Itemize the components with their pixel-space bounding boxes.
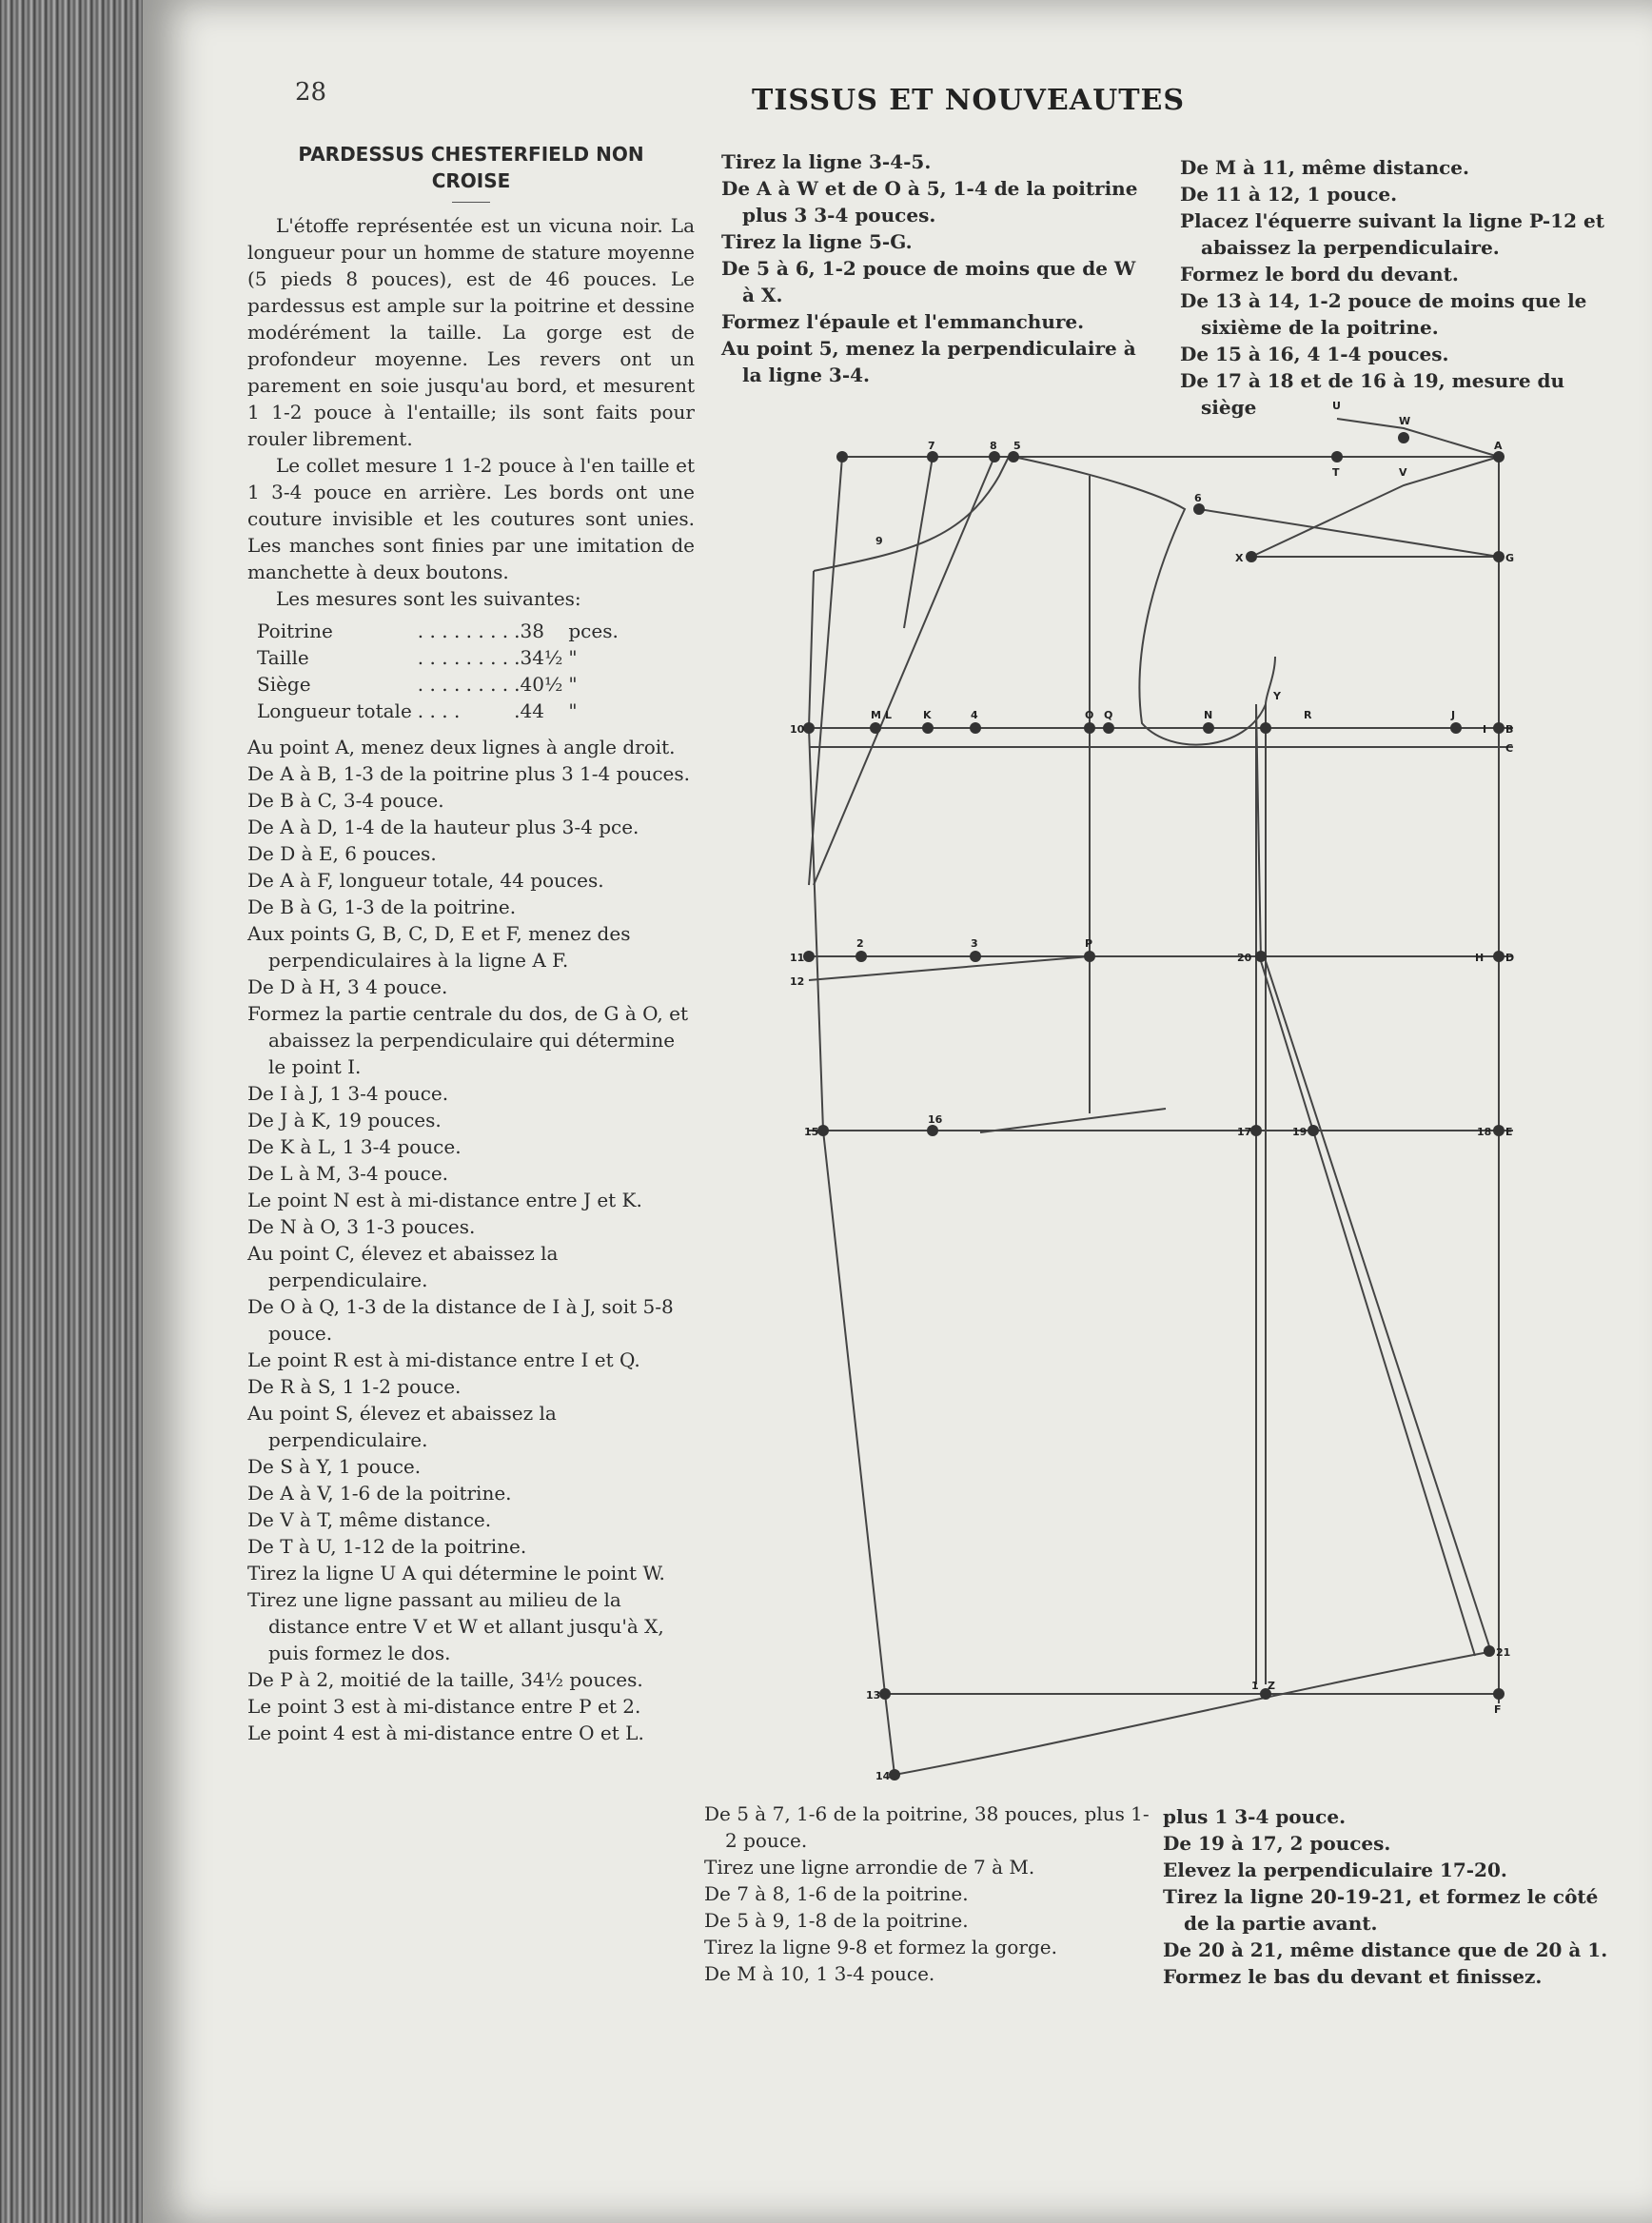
instruction-step: De 19 à 17, 2 pouces. <box>1163 1832 1391 1855</box>
measure-label: Taille <box>257 646 309 669</box>
diagram-label: 10 <box>790 723 805 736</box>
diagram-label: 16 <box>928 1113 943 1126</box>
diagram-label: 15 <box>804 1126 819 1138</box>
diagram-label: C <box>1505 742 1514 755</box>
bottom-right-column <box>1163 1803 1610 1990</box>
instruction-step: De M à 11, même distance. <box>1180 156 1469 179</box>
diagram-label: W <box>1399 415 1411 427</box>
diagram-label: 3 <box>971 937 978 950</box>
measure-dots: . . . . <box>417 699 461 722</box>
diagram-label: 4 <box>971 709 978 721</box>
measure-dots: . . . . . . . . <box>417 673 509 696</box>
instruction-step: Elevez la perpendiculaire 17-20. <box>1163 1859 1507 1881</box>
instruction-step: Tirez une ligne passant au milieu de la distance entre V et W et allant jusqu'à X, puis formez le dos. <box>247 1588 664 1664</box>
measures-table <box>257 618 624 724</box>
diagram-label: I <box>1483 723 1487 736</box>
instruction-step: De B à G, 1-3 de la poitrine. <box>247 895 517 918</box>
diagram-label: 11 <box>790 952 805 964</box>
diagram-label: P <box>1085 937 1093 950</box>
instruction-step: De P à 2, moitié de la taille, 34½ pouces. <box>247 1668 643 1691</box>
measure-value: .38 <box>514 620 544 642</box>
diagram-label: Z <box>1268 1680 1275 1692</box>
title-rule <box>452 202 490 203</box>
instruction-step: De O à Q, 1-3 de la distance de I à J, soit 5-8 pouce. <box>247 1295 674 1345</box>
page-number: 28 <box>295 78 327 107</box>
diagram-label: 20 <box>1237 952 1252 964</box>
diagram-label: 6 <box>1194 492 1202 504</box>
diagram-label: 14 <box>875 1770 891 1782</box>
diagram-label: O <box>1085 709 1094 721</box>
instruction-step: Aux points G, B, C, D, E et F, menez des perpendiculaires à la ligne A F. <box>247 922 631 972</box>
diagram-label: X <box>1235 552 1244 564</box>
diagram-label: N <box>1204 709 1213 721</box>
measure-label: Poitrine <box>257 620 333 642</box>
steps-list-right <box>1180 154 1613 421</box>
instruction-step: De K à L, 1 3-4 pouce. <box>247 1135 462 1158</box>
instruction-step: De 17 à 18 et de 16 à 19, mesure du siège <box>1180 369 1565 419</box>
measure-unit: " <box>568 646 578 669</box>
instruction-step: Formez le bas du devant et finissez. <box>1163 1965 1543 1988</box>
diagram-label: M <box>871 709 881 721</box>
instruction-step: De A à D, 1-4 de la hauteur plus 3-4 pce. <box>247 816 639 838</box>
measure-dots: . . . . . . . . <box>417 620 509 642</box>
table-row <box>257 644 624 671</box>
instruction-step: Le point N est à mi-distance entre J et K. <box>247 1189 642 1211</box>
intro-paragraph: L'étoffe représentée est un vicuna noir. La longueur pour un homme de stature moyenne (5 pieds 8 pouces), est de 46 pouces. Le pardessus est ample sur la poitrine et dessine modérément la taille. La gorge est de profondeur moyenne. Les revers ont un parement en soie jusqu'au bord, et mesurent 1 1-2 pouce à l'entaille; ils sont faits pour rouler librement. <box>247 214 695 450</box>
diagram-label: 19 <box>1292 1126 1308 1138</box>
diagram-label: F <box>1494 1703 1502 1716</box>
diagram-label: 13 <box>866 1689 881 1702</box>
instruction-step: Au point A, menez deux lignes à angle droit. <box>247 736 676 758</box>
diagram-label: 1 <box>1251 1680 1259 1692</box>
instruction-step: De B à C, 3-4 pouce. <box>247 789 444 812</box>
instruction-step: Le point R est à mi-distance entre I et Q. <box>247 1348 640 1371</box>
diagram-label: U <box>1332 400 1341 412</box>
instruction-step: De N à O, 3 1-3 pouces. <box>247 1215 476 1238</box>
diagram-label: A <box>1494 440 1503 452</box>
measure-value: .44 <box>514 699 544 722</box>
measure-label: Siège <box>257 673 311 696</box>
diagram-label: D <box>1505 952 1515 964</box>
instruction-step: Au point 5, menez la perpendiculaire à la ligne 3-4. <box>721 337 1136 386</box>
instruction-step: De 5 à 9, 1-8 de la poitrine. <box>704 1909 969 1932</box>
instruction-step: Tirez la ligne U A qui détermine le point W. <box>247 1562 665 1584</box>
instruction-step: De 7 à 8, 1-6 de la poitrine. <box>704 1882 969 1905</box>
instruction-step: Au point C, élevez et abaissez la perpendiculaire. <box>247 1242 559 1291</box>
diagram-label: 9 <box>875 535 883 547</box>
instruction-step: Formez le bord du devant. <box>1180 263 1459 285</box>
instruction-step: Le point 3 est à mi-distance entre P et 2. <box>247 1695 641 1718</box>
steps-list-bottom-right <box>1163 1803 1610 1990</box>
instruction-step: De A à B, 1-3 de la poitrine plus 3 1-4 pouces. <box>247 762 690 785</box>
measure-unit: " <box>568 673 578 696</box>
instruction-step: Formez la partie centrale du dos, de G à O, et abaissez la perpendiculaire qui détermine le point I. <box>247 1002 688 1078</box>
instruction-step: De 15 à 16, 4 1-4 pouces. <box>1180 343 1449 365</box>
instruction-step: De 11 à 12, 1 pouce. <box>1180 183 1398 206</box>
diagram-labels <box>790 400 1514 1782</box>
instruction-step: Au point S, élevez et abaissez la perpendiculaire. <box>247 1402 557 1451</box>
diagram-label: L <box>885 709 893 721</box>
diagram-lines <box>809 419 1513 1775</box>
instruction-step: Tirez la ligne 3-4-5. <box>721 150 932 173</box>
diagram-points <box>803 432 1504 1780</box>
diagram-label: 18 <box>1477 1126 1492 1138</box>
measure-value: .40½ <box>514 673 563 696</box>
section-title-line: PARDESSUS CHESTERFIELD NON <box>298 143 644 166</box>
diagram-label: R <box>1304 709 1312 721</box>
instruction-step: De D à H, 3 4 pouce. <box>247 975 448 998</box>
diagram-label: B <box>1505 723 1514 736</box>
instruction-step: plus 1 3-4 pouce. <box>1163 1805 1347 1828</box>
diagram-label: 2 <box>856 937 864 950</box>
diagram-label: K <box>923 709 932 721</box>
running-title: TISSUS ET NOUVEAUTES <box>752 84 1186 117</box>
instruction-step: De D à E, 6 pouces. <box>247 842 437 865</box>
instruction-step: Tirez une ligne arrondie de 7 à M. <box>704 1856 1035 1879</box>
bottom-middle-column <box>704 1800 1161 1987</box>
diagram-label: H <box>1475 952 1485 964</box>
instruction-step: De A à W et de O à 5, 1-4 de la poitrine plus 3 3-4 pouces. <box>721 177 1138 226</box>
section-title <box>262 141 680 194</box>
instruction-step: De T à U, 1-12 de la poitrine. <box>247 1535 527 1558</box>
instruction-step: Le point 4 est à mi-distance entre O et L. <box>247 1721 644 1744</box>
intro-paragraph: Le collet mesure 1 1-2 pouce à l'en taille et 1 3-4 pouce en arrière. Les bords ont une couture invisible et les coutures sont unies. Les manches sont finies par une imitation de manchette à deux boutons. <box>247 454 695 583</box>
diagram-label: 21 <box>1496 1646 1511 1659</box>
diagram-label: 12 <box>790 975 805 988</box>
instruction-step: De A à F, longueur totale, 44 pouces. <box>247 869 604 892</box>
diagram-label: V <box>1399 466 1407 479</box>
section-title-line: CROISE <box>431 169 511 192</box>
instruction-step: De I à J, 1 3-4 pouce. <box>247 1082 449 1105</box>
diagram-label: J <box>1451 709 1456 721</box>
instruction-step: De L à M, 3-4 pouce. <box>247 1162 449 1185</box>
left-column <box>247 141 695 1746</box>
steps-list-bottom-middle <box>704 1800 1161 1987</box>
diagram-label: 5 <box>1013 440 1021 452</box>
book-page-edges <box>0 0 152 2223</box>
measure-unit: pces. <box>568 620 619 642</box>
table-row <box>257 698 624 724</box>
steps-list-middle <box>721 148 1150 388</box>
instruction-step: De 13 à 14, 1-2 pouce de moins que le sixième de la poitrine. <box>1180 289 1587 339</box>
instruction-step: Formez l'épaule et l'emmanchure. <box>721 310 1085 333</box>
measure-dots: . . . . . . . . <box>417 646 509 669</box>
table-row <box>257 618 624 644</box>
diagram-label: E <box>1505 1126 1513 1138</box>
instruction-step: Placez l'équerre suivant la ligne P-12 et abaissez la perpendiculaire. <box>1180 209 1604 259</box>
diagram-label: 8 <box>990 440 997 452</box>
table-row <box>257 671 624 698</box>
instruction-step: Tirez la ligne 9-8 et formez la gorge. <box>704 1936 1057 1958</box>
right-column <box>1180 154 1613 421</box>
instruction-step: De 20 à 21, même distance que de 20 à 1. <box>1163 1938 1608 1961</box>
diagram-label: 7 <box>928 440 935 452</box>
instruction-step: De R à S, 1 1-2 pouce. <box>247 1375 462 1398</box>
measure-unit: " <box>568 699 578 722</box>
intro-paragraph: Les mesures sont les suivantes: <box>276 587 581 610</box>
steps-list-left <box>247 734 695 1746</box>
instruction-step: De M à 10, 1 3-4 pouce. <box>704 1962 935 1985</box>
instruction-step: De S à Y, 1 pouce. <box>247 1455 422 1478</box>
measure-label: Longueur totale <box>257 699 412 722</box>
diagram-label: Y <box>1273 690 1281 702</box>
instruction-step: Tirez la ligne 5-G. <box>721 230 913 253</box>
instruction-step: Tirez la ligne 20-19-21, et formez le côté de la partie avant. <box>1163 1885 1599 1935</box>
instruction-step: De V à T, même distance. <box>247 1508 492 1531</box>
diagram-label: G <box>1505 552 1515 564</box>
diagram-label: T <box>1332 466 1340 479</box>
measure-value: .34½ <box>514 646 563 669</box>
middle-column <box>721 148 1150 388</box>
diagram-label: 17 <box>1237 1126 1252 1138</box>
diagram-label: Q <box>1104 709 1113 721</box>
instruction-step: De A à V, 1-6 de la poitrine. <box>247 1482 512 1505</box>
instruction-step: De 5 à 6, 1-2 pouce de moins que de W à X. <box>721 257 1136 306</box>
instruction-step: De J à K, 19 pouces. <box>247 1109 442 1131</box>
instruction-step: De 5 à 7, 1-6 de la poitrine, 38 pouces, plus 1-2 pouce. <box>704 1802 1150 1852</box>
pattern-diagram <box>790 390 1542 1789</box>
